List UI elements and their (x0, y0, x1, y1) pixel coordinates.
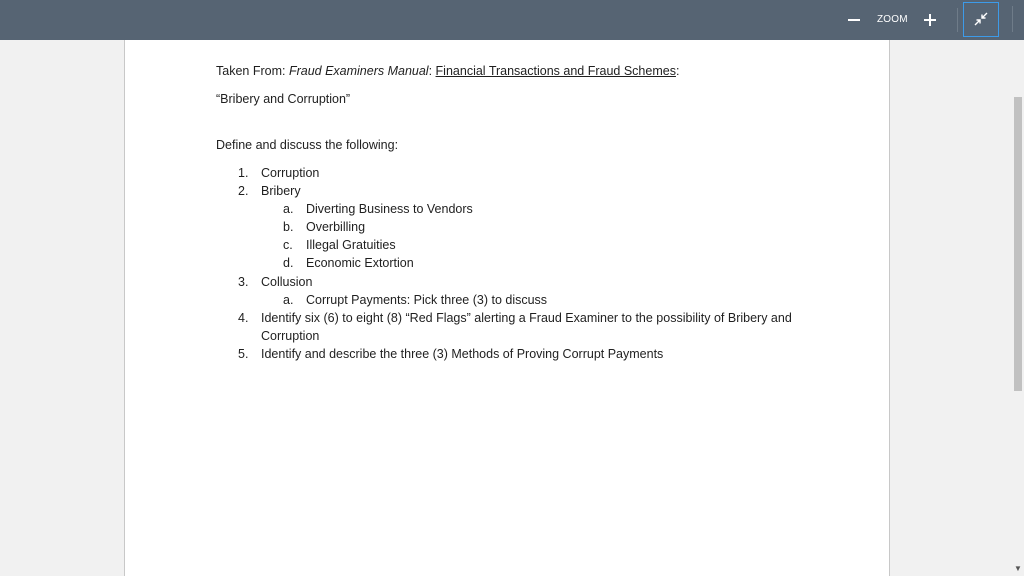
source-section-title: Financial Transactions and Fraud Schemes (435, 64, 676, 78)
list-letter: a. (283, 202, 294, 216)
exit-fullscreen-button[interactable] (963, 2, 999, 37)
toolbar-divider-right (1012, 6, 1013, 32)
source-end: : (675, 64, 680, 78)
list-letter: d. (283, 256, 294, 270)
scroll-down-arrow-icon[interactable]: ▼ (1014, 564, 1022, 573)
list-number: 2. (238, 184, 249, 198)
list-text: Corruption (261, 166, 320, 180)
zoom-out-button[interactable] (846, 13, 862, 27)
list-number: 5. (238, 347, 249, 361)
list-number: 1. (238, 166, 249, 180)
list-text: Overbilling (306, 220, 366, 234)
list-letter: b. (283, 220, 294, 234)
collapse-icon (974, 12, 988, 26)
list-letter: a. (283, 293, 294, 307)
list-number: 4. (238, 311, 249, 325)
list-text: Bribery (261, 184, 301, 198)
source-book-title: Fraud Examiners Manual (288, 64, 429, 78)
source-colon: : (428, 64, 436, 78)
list-text: Illegal Gratuities (306, 238, 396, 252)
zoom-in-button[interactable] (922, 12, 938, 28)
chapter-title: “Bribery and Corruption” (216, 92, 351, 106)
list-text: Identify six (6) to eight (8) “Red Flags” alerting a Fraud Examiner to the possibility of Bribery and (261, 311, 792, 325)
toolbar-divider (957, 8, 958, 32)
list-text: Corruption (261, 329, 320, 343)
list-text: Corrupt Payments: Pick three (3) to discuss (306, 293, 548, 307)
list-text: Collusion (261, 275, 313, 289)
list-text: Diverting Business to Vendors (306, 202, 473, 216)
source-line (216, 64, 679, 78)
list-text: Identify and describe the three (3) Methods of Proving Corrupt Payments (261, 347, 664, 361)
vertical-scrollbar[interactable] (1012, 40, 1024, 576)
document-page (124, 40, 890, 576)
list-letter: c. (283, 238, 293, 252)
viewer-toolbar (0, 0, 1024, 40)
instruction-text: Define and discuss the following: (216, 138, 399, 152)
scrollbar-thumb[interactable] (1014, 97, 1022, 391)
list-text: Economic Extortion (306, 256, 414, 270)
zoom-label: ZOOM (877, 14, 908, 25)
list-number: 3. (238, 275, 249, 289)
source-prefix: Taken From: (216, 64, 289, 78)
